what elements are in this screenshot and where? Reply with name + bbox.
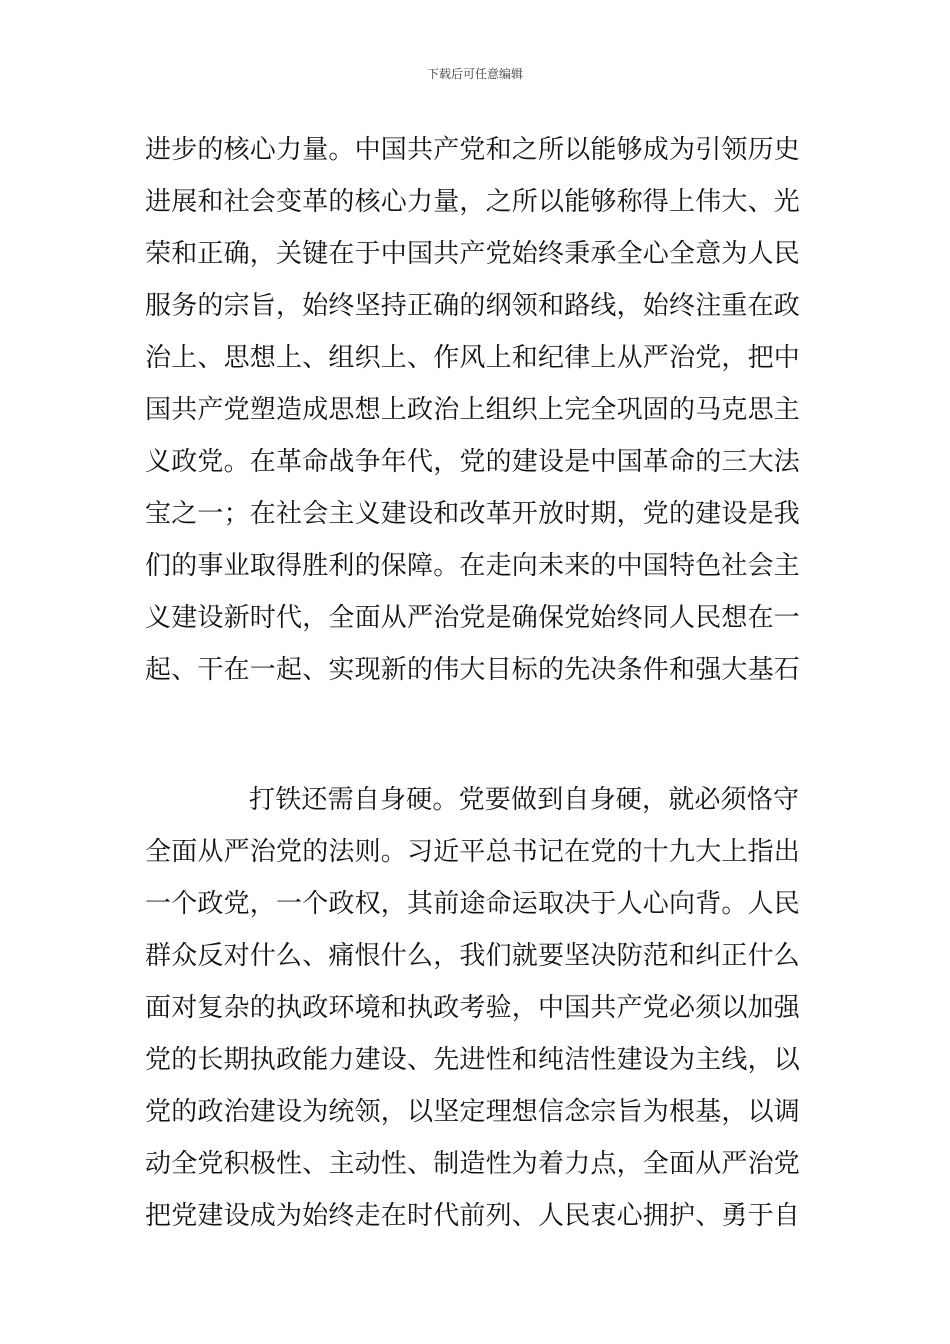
paragraph-1-line: 国共产党塑造成思想上政治上组织上完全巩固的马克思主 [145,395,801,425]
paragraph-1 [145,124,810,696]
paragraph-1-line: 进展和社会变革的核心力量，之所以能够称得上伟大、光 [145,187,801,217]
paragraph-1-line: 义建设新时代，全面从严治党是确保党始终同人民想在一 [145,603,801,633]
paragraph-1-line: 宝之一；在社会主义建设和改革开放时期，党的建设是我 [145,499,801,529]
paragraph-2-first-line: 打铁还需自身硬。党要做到自身硬，就必须恪守 [249,785,800,815]
page-header-note: 下载后可任意编辑 [426,67,523,81]
paragraph-1-line: 起、干在一起、实现新的伟大目标的先决条件和强大基石 [145,655,801,685]
paragraph-2 [145,774,810,1242]
paragraph-2-line: 群众反对什么、痛恨什么，我们就要坚决防范和纠正什么 [145,941,801,971]
paragraph-1-line: 服务的宗旨，始终坚持正确的纲领和路线，始终注重在政 [145,291,801,321]
paragraph-2-line: 面对复杂的执政环境和执政考验，中国共产党必须以加强 [145,993,801,1023]
paragraph-2-line: 动全党积极性、主动性、制造性为着力点，全面从严治党 [145,1149,801,1179]
paragraph-2-line: 一个政党，一个政权，其前途命运取决于人心向背。人民 [145,889,801,919]
paragraph-1-line: 荣和正确，关键在于中国共产党始终秉承全心全意为人民 [145,239,801,269]
paragraph-2-line: 党的政治建设为统领，以坚定理想信念宗旨为根基，以调 [145,1097,801,1127]
paragraph-2-line: 全面从严治党的法则。习近平总书记在党的十九大上指出 [145,837,801,867]
paragraph-1-line: 义政党。在革命战争年代，党的建设是中国革命的三大法 [145,447,801,477]
paragraph-1-line: 们的事业取得胜利的保障。在走向未来的中国特色社会主 [145,551,801,581]
paragraph-2-line: 党的长期执政能力建设、先进性和纯洁性建设为主线，以 [145,1045,801,1075]
paragraph-1-line: 进步的核心力量。中国共产党和之所以能够成为引领历史 [145,135,801,165]
paragraph-2-line: 把党建设成为始终走在时代前列、人民衷心拥护、勇于自 [145,1201,801,1231]
paragraph-1-line: 治上、思想上、组织上、作风上和纪律上从严治党，把中 [145,343,801,373]
